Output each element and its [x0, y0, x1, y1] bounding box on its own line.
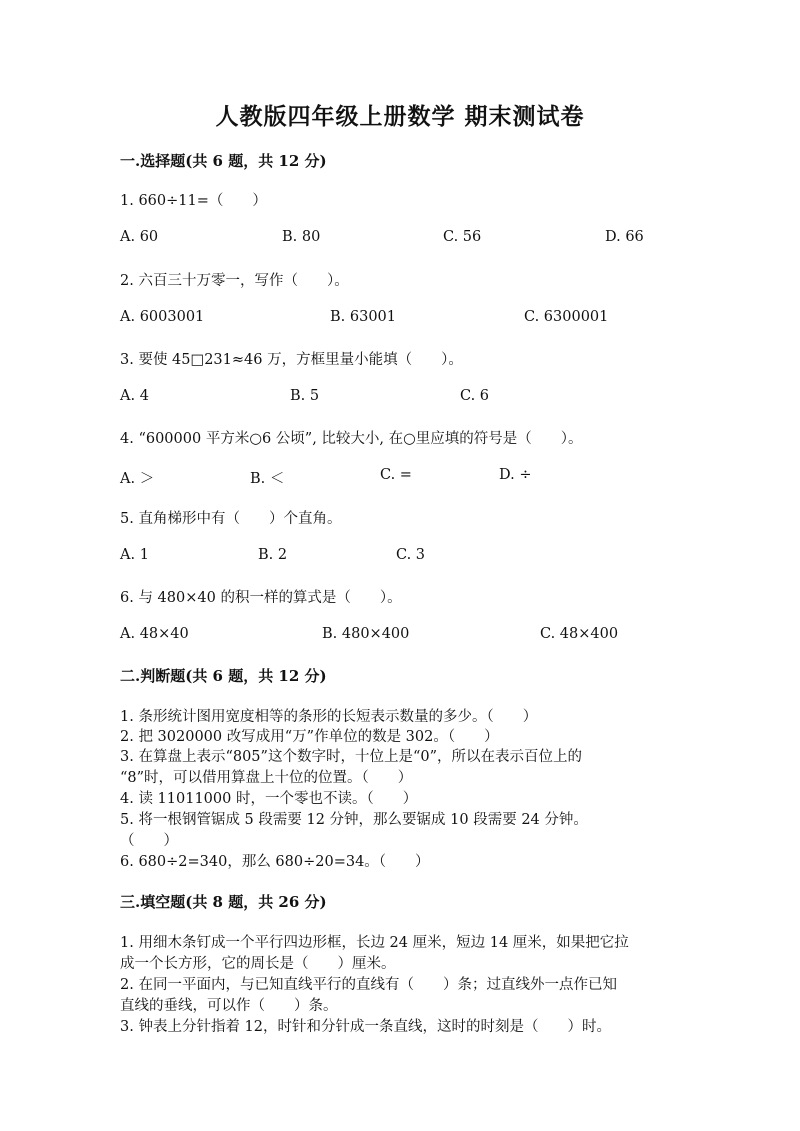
q1-5-option-b: B. 2: [258, 547, 288, 563]
question-1-1: 1. 660÷11=（ ）: [120, 193, 267, 209]
question-1-6: 6. 与 480×40 的积一样的算式是（ ）。: [120, 590, 402, 606]
q1-2-option-b: B. 63001: [330, 309, 397, 325]
q1-2-option-c: C. 6300001: [524, 309, 609, 325]
judge-line-2: 2. 把 3020000 改写成用“万”作单位的数是 302。（ ）: [120, 729, 499, 745]
q1-4-option-c: C. =: [380, 467, 412, 483]
q1-4-option-b: B. ＜: [250, 471, 285, 487]
question-1-5: 5. 直角梯形中有（ ）个直角。: [120, 511, 342, 527]
question-1-2: 2. 六百三十万零一，写作（ ）。: [120, 273, 349, 289]
judge-line-7: （ ）: [120, 833, 178, 849]
q1-1-option-d: D. 66: [605, 229, 644, 245]
q1-4-option-a: A. ＞: [120, 471, 155, 487]
q1-6-option-c: C. 48×400: [540, 626, 619, 642]
fill-line-4: 直线的垂线，可以作（ ）条。: [120, 998, 338, 1014]
judge-line-1: 1. 条形统计图用宽度相等的条形的长短表示数量的多少。（ ）: [120, 709, 538, 725]
fill-line-2: 成一个长方形，它的周长是（ ）厘米。: [120, 956, 396, 972]
section-2-heading: 二.判断题(共 6 题，共 12 分): [120, 667, 327, 685]
judge-line-6: 5. 将一根钢管锯成 5 段需要 12 分钟，那么要锯成 10 段需要 24 分钟。: [120, 812, 588, 828]
judge-line-8: 6. 680÷2=340，那么 680÷20=34。（ ）: [120, 854, 430, 870]
q1-5-option-a: A. 1: [120, 547, 149, 563]
q1-3-option-c: C. 6: [460, 388, 490, 404]
page-title: 人教版四年级上册数学 期末测试卷: [215, 103, 585, 130]
judge-line-3: 3. 在算盘上表示“805”这个数字时，十位上是“0”，所以在表示百位上的: [120, 749, 582, 765]
fill-line-3: 2. 在同一平面内，与已知直线平行的直线有（ ）条；过直线外一点作已知: [120, 977, 617, 993]
q1-5-option-c: C. 3: [396, 547, 426, 563]
judge-line-4: “8”时，可以借用算盘上十位的位置。（ ）: [120, 770, 413, 786]
q1-1-option-c: C. 56: [443, 229, 482, 245]
fill-line-5: 3. 钟表上分针指着 12，时针和分针成一条直线，这时的时刻是（ ）时。: [120, 1019, 612, 1035]
q1-1-option-a: A. 60: [120, 229, 159, 245]
q1-2-option-a: A. 6003001: [120, 309, 205, 325]
q1-3-option-a: A. 4: [120, 388, 149, 404]
q1-6-option-a: A. 48×40: [120, 626, 189, 642]
question-1-3: 3. 要使 45□231≈46 万，方框里量小能填（ ）。: [120, 352, 463, 368]
fill-line-1: 1. 用细木条钉成一个平行四边形框，长边 24 厘米，短边 14 厘米，如果把它拉: [120, 935, 629, 951]
section-3-heading: 三.填空题(共 8 题，共 26 分): [120, 893, 327, 911]
section-1-heading: 一.选择题(共 6 题，共 12 分): [120, 152, 327, 170]
q1-3-option-b: B. 5: [290, 388, 320, 404]
q1-6-option-b: B. 480×400: [322, 626, 410, 642]
q1-4-option-d: D. ÷: [499, 467, 532, 483]
q1-1-option-b: B. 80: [282, 229, 321, 245]
question-1-4: 4. “600000 平方米○6 公顷”, 比较大小, 在○里应填的符号是（ ）。: [120, 431, 583, 447]
judge-line-5: 4. 读 11011000 时，一个零也不读。（ ）: [120, 791, 418, 807]
